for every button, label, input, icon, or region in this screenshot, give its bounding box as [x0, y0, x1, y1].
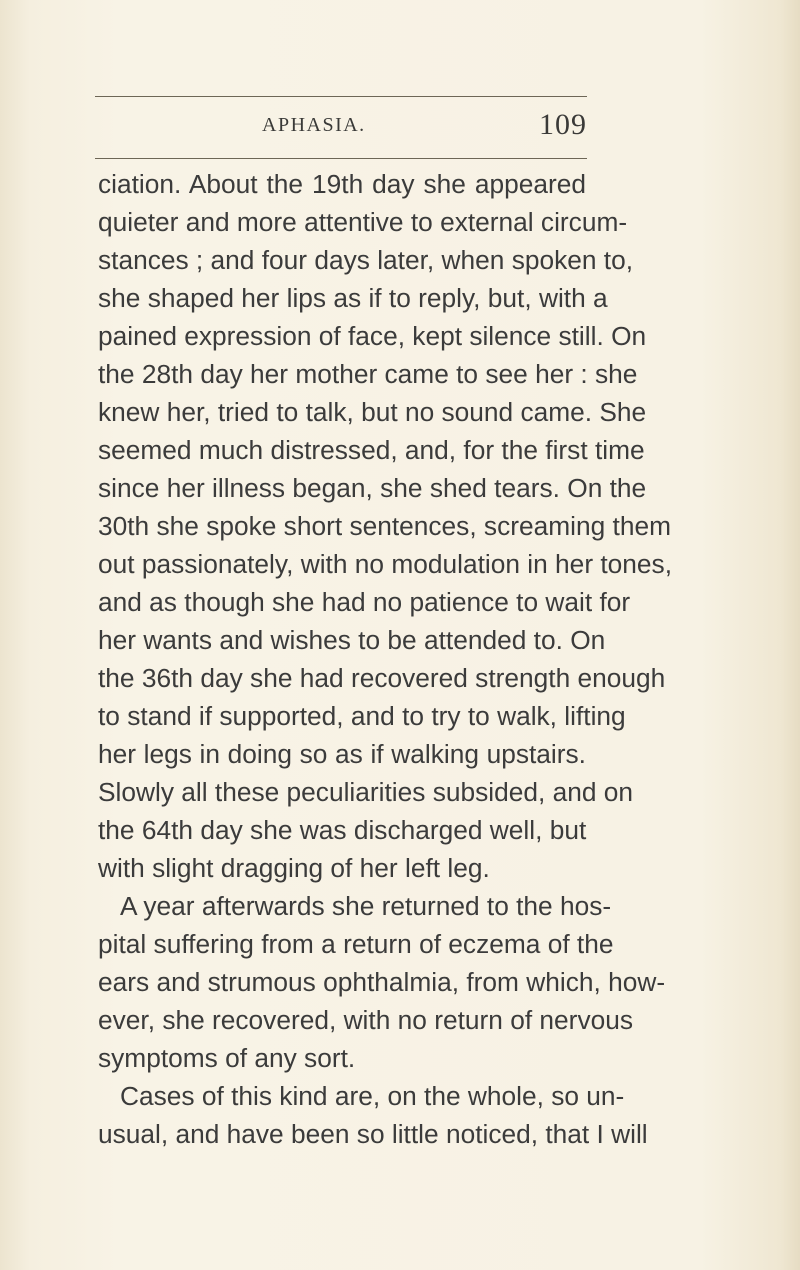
text-line: to stand if supported, and to try to walk, lifting	[98, 701, 626, 731]
page-number: 109	[539, 108, 587, 141]
running-head	[95, 108, 587, 146]
text-line: ears and strumous ophthalmia, from which, how-	[98, 967, 666, 997]
text-line: Slowly all these peculiarities subsided, and on	[98, 777, 634, 807]
text-line: she shaped her lips as if to reply, but, with a	[98, 283, 608, 313]
text-line: Cases of this kind are, on the whole, so un-	[120, 1081, 625, 1111]
text-line: her legs in doing so as if walking upstairs.	[98, 739, 586, 769]
running-title: APHASIA.	[262, 114, 366, 136]
text-line: pained expression of face, kept silence still. On	[98, 321, 647, 351]
text-line: her wants and wishes to be attended to. On	[98, 625, 606, 655]
text-line: knew her, tried to talk, but no sound came. She	[98, 397, 647, 427]
text-line: ever, she recovered, with no return of nervous	[98, 1005, 633, 1035]
text-line: since her illness began, she shed tears. On the	[98, 473, 647, 503]
text-line: with slight dragging of her left leg.	[98, 853, 490, 883]
text-line: the 36th day she had recovered strength enough	[98, 663, 666, 693]
text-line: A year afterwards she returned to the hos-	[120, 891, 612, 921]
text-line: usual, and have been so little noticed, that I will	[98, 1119, 648, 1149]
text-line: out passionately, with no modulation in her tones,	[98, 549, 673, 579]
header-rule-top	[95, 96, 587, 97]
text-line: quieter and more attentive to external circum-	[98, 207, 628, 237]
text-line: seemed much distressed, and, for the first time	[98, 435, 645, 465]
text-line: the 28th day her mother came to see her : she	[98, 359, 638, 389]
text-line: 30th she spoke short sentences, screaming them	[98, 511, 671, 541]
text-line: and as though she had no patience to wait for	[98, 587, 631, 617]
text-line: symptoms of any sort.	[98, 1043, 356, 1073]
text-line: the 64th day she was discharged well, but	[98, 815, 587, 845]
text-line: pital suffering from a return of eczema of the	[98, 929, 614, 959]
text-line: ciation. About the 19th day she appeared	[98, 169, 586, 199]
text-line: stances ; and four days later, when spoken to,	[98, 245, 634, 275]
header-rule-bottom	[95, 158, 587, 159]
